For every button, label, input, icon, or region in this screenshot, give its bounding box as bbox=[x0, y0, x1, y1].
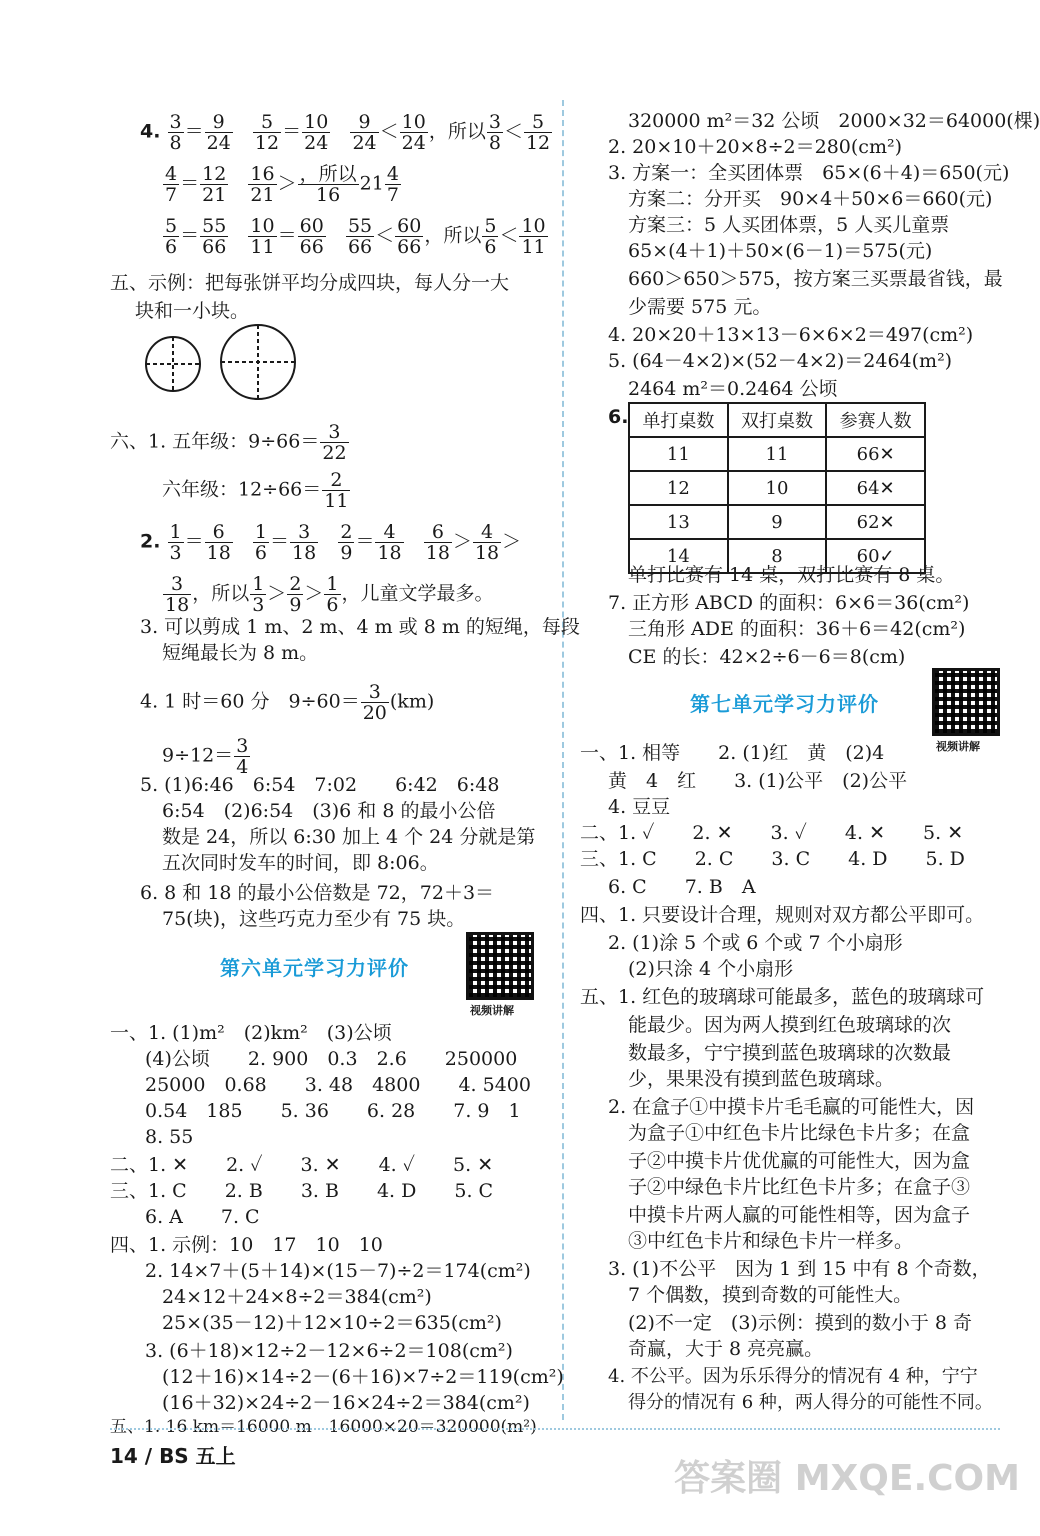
u6-1-line4: 0.54 185 5. 36 6. 28 7. 9 1 bbox=[145, 1100, 521, 1122]
u7-5-3d: 奇赢，大于 8 亮亮赢。 bbox=[628, 1338, 824, 1360]
fraction-row-3: $\frac{5}{6}$ ＝ $\frac{55}{66}$ $\frac{10}{11}$ ＝ $\frac{60}{66}$ $\frac{55}{66}$ ＜ $\frac{60}{66}$ ，所以 $\frac{5}{6}$ ＜ $\frac{10}{11}$ bbox=[165, 215, 546, 258]
r-line-11: 2464 m²＝0.2464 公顷 bbox=[628, 378, 838, 400]
r-line-14: 7. 正方形 ABCD 的面积：6×6＝36(cm²) bbox=[608, 592, 970, 614]
table-cell: 14 bbox=[629, 539, 728, 573]
column-divider bbox=[562, 100, 564, 1420]
answer-6-4-line2: 9÷12＝ $\frac{3}{4}$ bbox=[162, 735, 249, 778]
u7-2: 二、1. ✓ 2. ✕ 3. ✓ 4. ✕ 5. ✕ bbox=[580, 822, 964, 844]
u7-5-1b: 能最少。因为两人摸到红色玻璃球的次 bbox=[628, 1014, 952, 1036]
table-cell: 64✕ bbox=[826, 471, 925, 505]
r-line-13: 单打比赛有 14 桌，双打比赛有 8 桌。 bbox=[628, 564, 955, 586]
u7-4-2a: 2. (1)涂 5 个或 6 个或 7 个小扇形 bbox=[608, 932, 903, 954]
u7-1-line1: 一、1. 相等 2. (1)红 黄 (2)4 bbox=[580, 742, 885, 764]
u7-5-2d: 子②中绿色卡片比红色卡片多；在盒子③ bbox=[628, 1176, 971, 1198]
table-row bbox=[629, 437, 925, 471]
u7-3-line2: 6. C 7. B A bbox=[608, 876, 756, 898]
u7-3-line1: 三、1. C 2. C 3. C 4. D 5. D bbox=[580, 848, 965, 870]
answer-6-3-line2: 短绳最长为 8 m。 bbox=[162, 642, 319, 664]
table-cell: 62✕ bbox=[826, 505, 925, 539]
table-header: 参赛人数 bbox=[826, 403, 925, 437]
fraction-row-1: 4. $\frac{3}{8}$ ＝ $\frac{9}{24}$ $\frac{5}{12}$ ＝ $\frac{10}{24}$ $\frac{9}{24}$ ＜ $\frac{10}{24}$ ，所以 $\frac{3}{8}$ ＜ $\frac{5}{12}$ bbox=[140, 111, 551, 154]
table-row bbox=[629, 471, 925, 505]
table-header: 单打桌数 bbox=[629, 403, 728, 437]
u6-1-line2: (4)公顷 2. 900 0.3 2.6 250000 bbox=[145, 1048, 518, 1070]
table-header: 双打桌数 bbox=[728, 403, 827, 437]
table-cell: 10 bbox=[728, 471, 827, 505]
u6-4-2b: 24×12＋24×8÷2＝384(cm²) bbox=[162, 1286, 432, 1308]
r-line-3: 3. 方案一：全买团体票 65×(6＋4)＝650(元) bbox=[608, 162, 1010, 184]
table-cell: 11 bbox=[629, 437, 728, 471]
u7-5-3b: 7 个偶数，摸到奇数的可能性大。 bbox=[628, 1284, 913, 1306]
page-number: 14 / BS 五上 bbox=[110, 1444, 236, 1468]
answer-6-6-line2: 75(块)，这些巧克力至少有 75 块。 bbox=[162, 908, 466, 930]
u7-5-2a: 2. 在盒子①中摸卡片毛毛赢的可能性大，因 bbox=[608, 1096, 975, 1118]
u7-5-4b: 得分的情况有 6 种，两人得分的可能性不同。 bbox=[628, 1392, 993, 1413]
answer-6-4-line1: 4. 1 时＝60 分 9÷60＝ $\frac{3}{20}$ (km) bbox=[140, 681, 435, 724]
u7-1-line3: 4. 豆豆 bbox=[608, 796, 671, 818]
r-line-9: 4. 20×20＋13×13－6×6×2＝497(cm²) bbox=[608, 324, 974, 346]
r-line-6: 65×(4＋1)＋50×(6－1)＝575(元) bbox=[628, 240, 933, 262]
table-cell: 12 bbox=[629, 471, 728, 505]
r-line-15: 三角形 ADE 的面积：36＋6＝42(cm²) bbox=[628, 618, 966, 640]
r-line-16: CE 的长：42×2÷6－6＝8(cm) bbox=[628, 646, 906, 668]
qr-code-icon[interactable] bbox=[932, 668, 1000, 736]
u7-5-3a: 3. (1)不公平 因为 1 到 15 中有 8 个奇数， bbox=[608, 1258, 991, 1280]
u7-5-2f: ③中红色卡片和绿色卡片一样多。 bbox=[628, 1230, 914, 1252]
r-line-7: 660＞650＞575，按方案三买票最省钱，最 bbox=[628, 268, 1003, 290]
u6-4-2a: 2. 14×7＋(5＋14)×(15－7)÷2＝174(cm²) bbox=[145, 1260, 531, 1282]
u6-2: 二、1. ✕ 2. ✓ 3. ✕ 4. ✓ 5. ✕ bbox=[110, 1154, 494, 1176]
u7-5-2c: 子②中摸卡片优优赢的可能性大，因为盒 bbox=[628, 1150, 971, 1172]
u7-5-4a: 4. 不公平。因为乐乐得分的情况有 4 种，宁宁 bbox=[608, 1366, 978, 1387]
answer-5-line2: 块和一小块。 bbox=[135, 300, 250, 322]
answer-6-2-row2: $\frac{3}{18}$ ，所以 $\frac{1}{3}$ ＞ $\frac{2}{9}$ ＞ $\frac{1}{6}$ ，儿童文学最多。 bbox=[165, 573, 494, 616]
u6-1-line3: 25000 0.68 3. 48 4800 4. 5400 bbox=[145, 1074, 531, 1096]
u7-5-1d: 少，果果没有摸到蓝色玻璃球。 bbox=[628, 1068, 895, 1090]
table-cell: 66✕ bbox=[826, 437, 925, 471]
unit6-title: 第六单元学习力评价 bbox=[220, 956, 409, 980]
answer-6-5-line1: 5. (1)6:46 6:54 7:02 6:42 6:48 bbox=[140, 774, 500, 796]
u6-5-1: 五、1. 16 km＝16000 m 16000×20＝320000(m²) bbox=[110, 1417, 537, 1437]
score-table bbox=[628, 402, 926, 574]
u6-4-3a: 3. (6＋18)×12÷2－12×6÷2＝108(cm²) bbox=[145, 1340, 513, 1362]
u6-1-line1: 一、1. (1)m² (2)km² (3)公顷 bbox=[110, 1022, 392, 1044]
table-cell: 9 bbox=[728, 505, 827, 539]
table-cell: 11 bbox=[728, 437, 827, 471]
u6-4-2c: 25×(35－12)＋12×10÷2＝635(cm²) bbox=[162, 1312, 502, 1334]
answer-6-5-line4: 五次同时发车的时间，即 8:06。 bbox=[162, 852, 439, 874]
r-line-2: 2. 20×10＋20×8÷2＝280(cm²) bbox=[608, 136, 902, 158]
footer-rule bbox=[110, 1428, 1000, 1430]
fraction-row-2: $\frac{4}{7}$ ＝ $\frac{12}{21}$ $\frac{16}{21}$ ＞ $\frac{\text{，所以}}{16}$ 21 $\frac{4}{7}$ bbox=[165, 163, 399, 206]
u6-4-1: 四、1. 示例：10 17 10 10 bbox=[110, 1234, 383, 1256]
u6-4-3b: (12＋16)×14÷2－(6＋16)×7÷2＝119(cm²) bbox=[162, 1366, 564, 1388]
r-line-5: 方案三：5 人买团体票，5 人买儿童票 bbox=[628, 214, 950, 236]
table-header-row bbox=[629, 403, 925, 437]
u7-5-3c: (2)不一定 (3)示例：摸到的数小于 8 奇 bbox=[628, 1312, 972, 1334]
unit7-title: 第七单元学习力评价 bbox=[690, 692, 879, 716]
answer-6-1a: 六、1. 五年级：9÷66＝ $\frac{3}{22}$ bbox=[110, 421, 347, 464]
answer-6-5-line3: 数是 24，所以 6:30 加上 4 个 24 分就是第 bbox=[162, 826, 536, 848]
watermark-logo: 答案圈 MXQE.COM bbox=[674, 1458, 1020, 1499]
r-line-1: 320000 m²＝32 公顷 2000×32＝64000(棵) bbox=[628, 110, 1040, 132]
r-line-10: 5. (64－4×2)×(52－4×2)＝2464(m²) bbox=[608, 350, 953, 372]
u7-5-2e: 中摸卡片两人赢的可能性相等，因为盒子 bbox=[628, 1204, 971, 1226]
answer-6-1b: 六年级：12÷66＝ $\frac{2}{11}$ bbox=[162, 469, 349, 512]
u6-3-line2: 6. A 7. C bbox=[145, 1206, 260, 1228]
table-row bbox=[629, 505, 925, 539]
u6-4-3c: (16＋32)×24÷2－16×24÷2＝384(cm²) bbox=[162, 1392, 530, 1414]
r-line-8: 少需要 575 元。 bbox=[628, 296, 772, 318]
u6-1-line5: 8. 55 bbox=[145, 1126, 194, 1148]
u7-4-1: 四、1. 只要设计合理，规则对双方都公平即可。 bbox=[580, 904, 985, 926]
answer-6-6-line1: 6. 8 和 18 的最小公倍数是 72，72＋3＝ bbox=[140, 882, 495, 904]
qr-code-icon[interactable] bbox=[466, 932, 534, 1000]
answer-6-2-row1: 2. $\frac{1}{3}$ ＝ $\frac{6}{18}$ $\frac{1}{6}$ ＝ $\frac{3}{18}$ $\frac{2}{9}$ ＝ $\frac{4}{18}$ $\frac{6}{18}$ ＞ $\frac{4}{18}$ ＞ bbox=[140, 521, 522, 564]
pancake-diagram bbox=[140, 322, 310, 402]
qr-caption: 视频讲解 bbox=[470, 1004, 514, 1017]
answer-5-line1: 五、示例：把每张饼平均分成四块，每人分一大 bbox=[110, 272, 510, 294]
r-line-12: 6. bbox=[608, 406, 629, 428]
table-cell: 8 bbox=[728, 539, 827, 573]
u7-5-2b: 为盒子①中红色卡片比绿色卡片多；在盒 bbox=[628, 1122, 971, 1144]
u7-1-line2: 黄 4 红 3. (1)公平 (2)公平 bbox=[608, 770, 908, 792]
u7-5-1c: 数最多，宁宁摸到蓝色玻璃球的次数最 bbox=[628, 1042, 952, 1064]
answer-6-5-line2: 6:54 (2)6:54 (3)6 和 8 的最小公倍 bbox=[162, 800, 496, 822]
answer-6-3-line1: 3. 可以剪成 1 m、2 m、4 m 或 8 m 的短绳，每段 bbox=[140, 616, 580, 638]
u7-4-2b: (2)只涂 4 个小扇形 bbox=[628, 958, 794, 980]
u6-3-line1: 三、1. C 2. B 3. B 4. D 5. C bbox=[110, 1180, 494, 1202]
table-cell: 60✓ bbox=[826, 539, 925, 573]
u7-5-1a: 五、1. 红色的玻璃球可能最多，蓝色的玻璃球可 bbox=[580, 986, 985, 1008]
table-cell: 13 bbox=[629, 505, 728, 539]
qr-caption: 视频讲解 bbox=[936, 740, 980, 753]
r-line-4: 方案二：分开买 90×4＋50×6＝660(元) bbox=[628, 188, 993, 210]
